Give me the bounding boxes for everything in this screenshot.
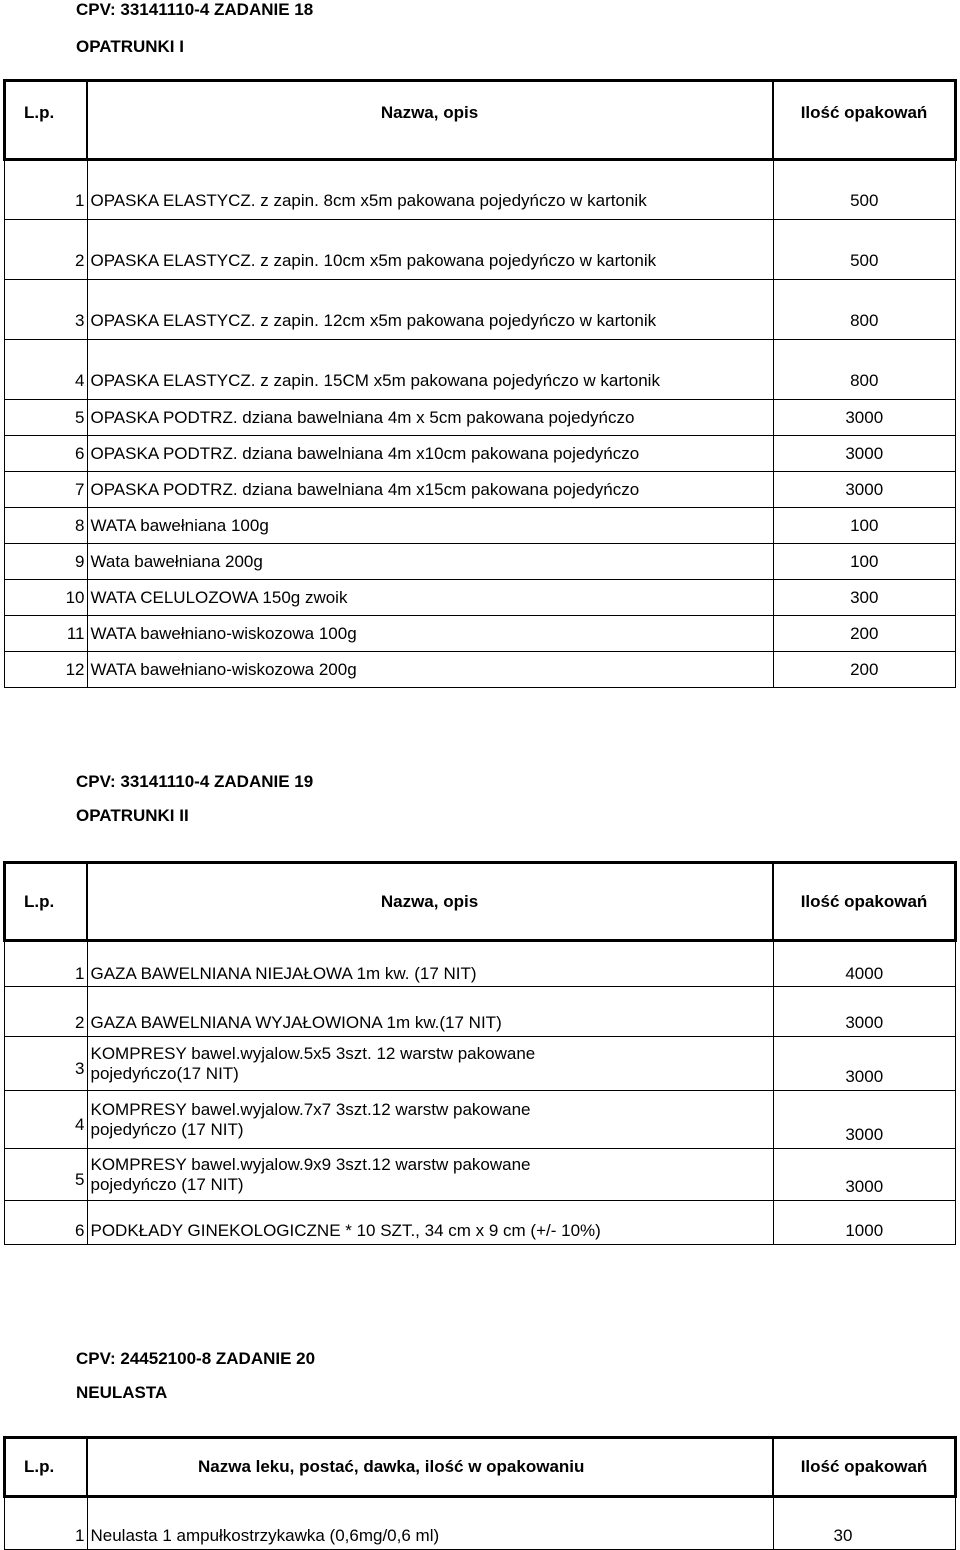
table-row (5, 580, 956, 616)
row-qty: 3000 (773, 436, 956, 472)
row-name: WATA bawełniano-wiskozowa 100g (87, 616, 773, 652)
row-name: OPASKA ELASTYCZ. z zapin. 12cm x5m pakowana pojedyńczo w kartonik (87, 280, 773, 340)
row-number: 7 (5, 472, 88, 508)
row-name: OPASKA ELASTYCZ. z zapin. 10cm x5m pakowana pojedyńczo w kartonik (87, 220, 773, 280)
row-qty: 4000 (773, 941, 956, 987)
section-19-title: OPATRUNKI II (76, 806, 189, 825)
table-row (5, 1201, 956, 1245)
table-row (5, 987, 956, 1037)
row-number: 6 (5, 1201, 88, 1245)
row-qty: 500 (773, 160, 956, 220)
table-row (5, 436, 956, 472)
row-number: 1 (5, 941, 88, 987)
section-20-title: NEULASTA (76, 1383, 168, 1402)
row-name: OPASKA ELASTYCZ. z zapin. 15CM x5m pakowana pojedyńczo w kartonik (87, 340, 773, 400)
row-qty: 100 (773, 544, 956, 580)
header-qty: Ilość opakowań (773, 1438, 956, 1497)
header-lp: L.p. (5, 863, 88, 941)
row-number: 3 (5, 280, 88, 340)
row-qty: 3000 (773, 400, 956, 436)
table-row (5, 616, 956, 652)
row-qty: 3000 (773, 472, 956, 508)
row-number: 1 (5, 1497, 88, 1550)
table-row (5, 652, 956, 688)
row-name: Wata bawełniana 200g (87, 544, 773, 580)
table-row (5, 941, 956, 987)
row-name: PODKŁADY GINEKOLOGICZNE * 10 SZT., 34 cm x 9 cm (+/- 10%) (87, 1201, 773, 1245)
row-qty: 3000 (773, 1037, 956, 1091)
row-name: GAZA BAWELNIANA NIEJAŁOWA 1m kw. (17 NIT) (87, 941, 773, 987)
table-opatrunki-1 (3, 79, 957, 688)
row-number: 3 (5, 1037, 88, 1091)
row-number: 5 (5, 400, 88, 436)
table-header-row (5, 81, 956, 160)
row-qty: 800 (773, 280, 956, 340)
section-19-cpv: CPV: 33141110-4 ZADANIE 19 (76, 772, 314, 791)
table-row (5, 1037, 956, 1091)
table-row (5, 544, 956, 580)
table-neulasta (3, 1436, 957, 1550)
row-qty: 30 (773, 1497, 956, 1550)
section-18-cpv: CPV: 33141110-4 ZADANIE 18 (76, 0, 314, 19)
header-name: Nazwa, opis (87, 863, 773, 941)
row-number: 1 (5, 160, 88, 220)
row-name: OPASKA PODTRZ. dziana bawelniana 4m x 5cm pakowana pojedyńczo (87, 400, 773, 436)
row-number: 11 (5, 616, 88, 652)
row-number: 2 (5, 987, 88, 1037)
row-qty: 200 (773, 652, 956, 688)
row-name: OPASKA ELASTYCZ. z zapin. 8cm x5m pakowana pojedyńczo w kartonik (87, 160, 773, 220)
section-18-title: OPATRUNKI I (76, 37, 184, 56)
table-row (5, 1149, 956, 1201)
table-row (5, 160, 956, 220)
table-opatrunki-2 (3, 861, 957, 1245)
row-number: 8 (5, 508, 88, 544)
section-20-cpv: CPV: 24452100-8 ZADANIE 20 (76, 1349, 316, 1368)
header-name: Nazwa leku, postać, dawka, ilość w opakowaniu (87, 1438, 773, 1497)
row-number: 5 (5, 1149, 88, 1201)
table-row (5, 1091, 956, 1149)
row-name: OPASKA PODTRZ. dziana bawelniana 4m x15cm pakowana pojedyńczo (87, 472, 773, 508)
table-row (5, 280, 956, 340)
table-header-row (5, 863, 956, 941)
table-row (5, 472, 956, 508)
header-qty: Ilość opakowań (773, 81, 956, 160)
row-number: 4 (5, 340, 88, 400)
row-qty: 800 (773, 340, 956, 400)
header-qty: Ilość opakowań (773, 863, 956, 941)
row-number: 6 (5, 436, 88, 472)
row-qty: 3000 (773, 987, 956, 1037)
row-qty: 1000 (773, 1201, 956, 1245)
row-number: 9 (5, 544, 88, 580)
row-qty: 100 (773, 508, 956, 544)
table-row (5, 508, 956, 544)
header-lp: L.p. (5, 81, 88, 160)
row-name: OPASKA PODTRZ. dziana bawelniana 4m x10cm pakowana pojedyńczo (87, 436, 773, 472)
row-name: WATA bawełniana 100g (87, 508, 773, 544)
row-name: GAZA BAWELNIANA WYJAŁOWIONA 1m kw.(17 NIT) (87, 987, 773, 1037)
table-row (5, 340, 956, 400)
table-row (5, 400, 956, 436)
table-header-row (5, 1438, 956, 1497)
row-name: Neulasta 1 ampułkostrzykawka (0,6mg/0,6 ml) (87, 1497, 773, 1550)
row-number: 4 (5, 1091, 88, 1149)
row-number: 12 (5, 652, 88, 688)
row-qty: 3000 (773, 1091, 956, 1149)
row-name: KOMPRESY bawel.wyjalow.5x5 3szt. 12 warstw pakowane pojedyńczo(17 NIT) (87, 1037, 773, 1091)
row-number: 2 (5, 220, 88, 280)
header-name: Nazwa, opis (87, 81, 773, 160)
row-name: WATA bawełniano-wiskozowa 200g (87, 652, 773, 688)
row-qty: 500 (773, 220, 956, 280)
row-name: KOMPRESY bawel.wyjalow.9x9 3szt.12 warstw pakowane pojedyńczo (17 NIT) (87, 1149, 773, 1201)
row-name: KOMPRESY bawel.wyjalow.7x7 3szt.12 warstw pakowane pojedyńczo (17 NIT) (87, 1091, 773, 1149)
row-qty: 200 (773, 616, 956, 652)
table-row (5, 220, 956, 280)
row-name: WATA CELULOZOWA 150g zwoik (87, 580, 773, 616)
row-qty: 300 (773, 580, 956, 616)
row-number: 10 (5, 580, 88, 616)
header-lp: L.p. (5, 1438, 88, 1497)
table-row (5, 1497, 956, 1550)
row-qty: 3000 (773, 1149, 956, 1201)
